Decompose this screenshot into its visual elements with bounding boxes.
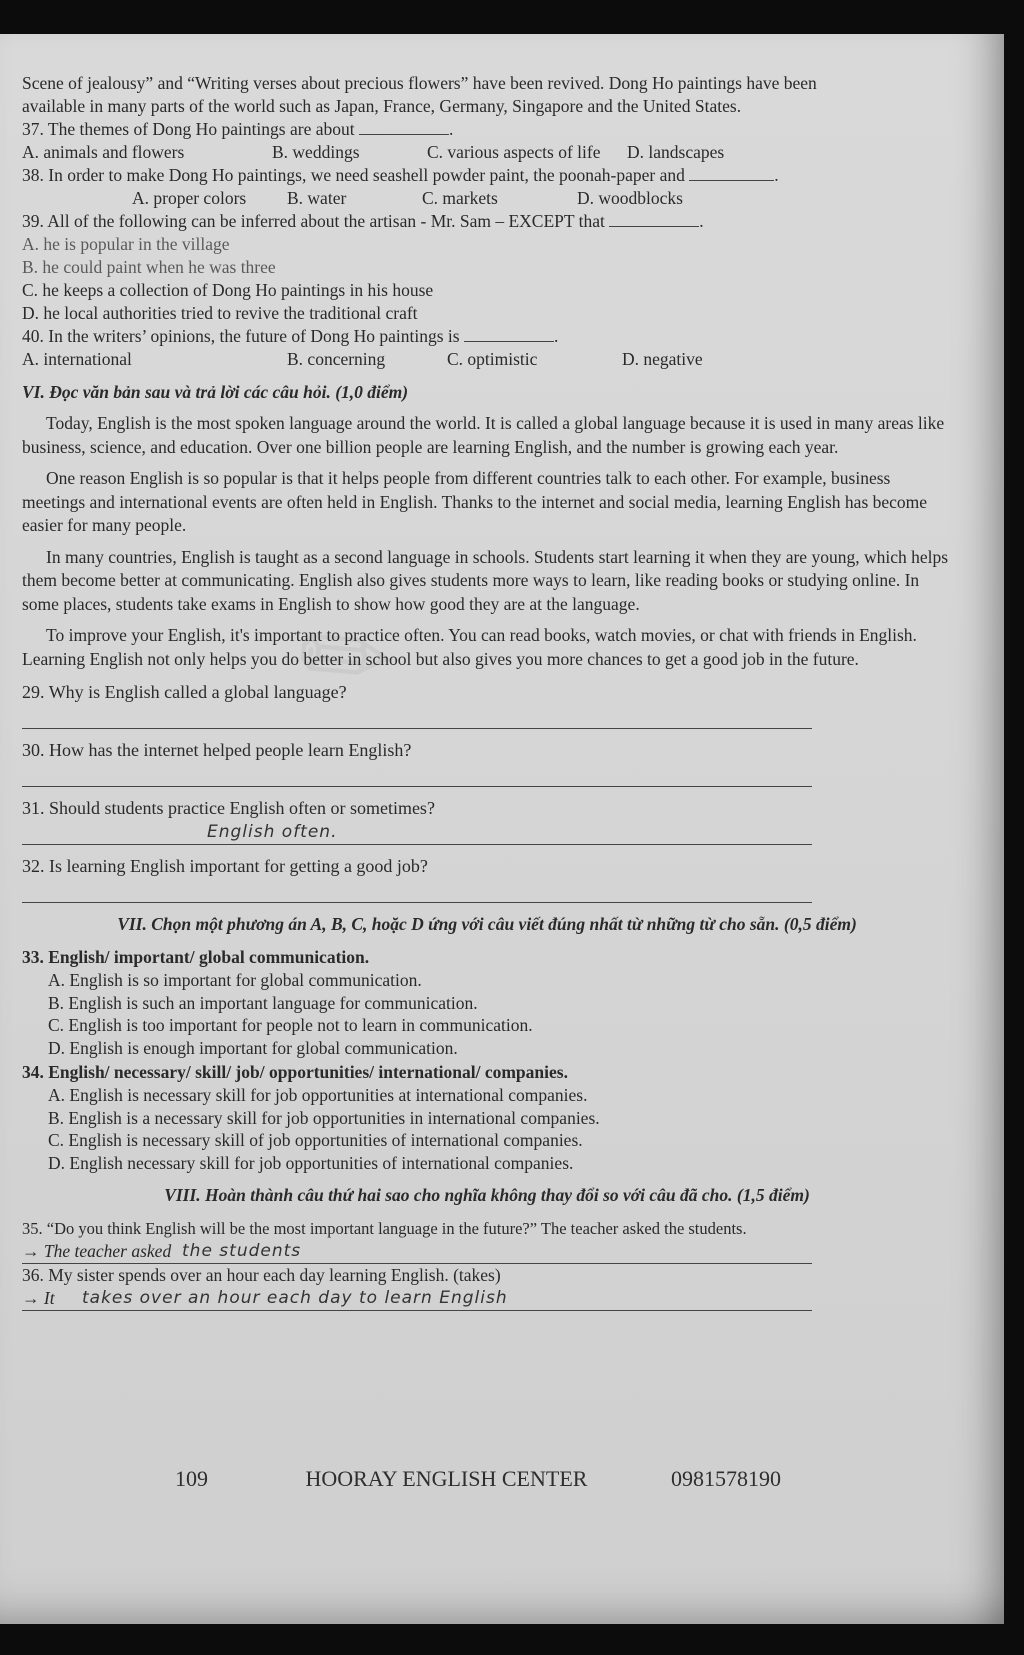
option-c: C. English is necessary skill of job opportunities of international companies. (48, 1130, 583, 1150)
question-number: 30. (22, 740, 45, 760)
handwritten-answer: takes over an hour each day to learn English (82, 1288, 508, 1308)
page-content (22, 72, 952, 1311)
question-end: . (774, 165, 779, 185)
question-34: 34. English/ necessary/ skill/ job/ opportunities/ international/ companies. (22, 1062, 568, 1082)
question-40 (22, 325, 952, 348)
answer-line-32[interactable] (22, 878, 812, 903)
answer-prefix: → The teacher asked (22, 1241, 172, 1261)
answer-line-30[interactable] (22, 762, 812, 787)
phone-number: 0981578190 (671, 1466, 781, 1491)
question-31 (22, 797, 952, 820)
question-end: . (553, 326, 559, 346)
question-33-options (22, 969, 952, 1059)
option-c: C. English is too important for people not to learn in communication. (48, 1015, 533, 1035)
option-a: A. international (22, 349, 132, 369)
question-text: Is learning English important for getting a good job? (49, 856, 428, 876)
answer-blank (689, 164, 774, 181)
option-b: B. concerning (287, 349, 386, 369)
intro-line-1: Scene of jealousy” and “Writing verses about precious flowers” have been revived. Dong Ho paintings have been (22, 73, 817, 93)
page-footer (175, 1466, 875, 1492)
question-37-options (22, 141, 952, 164)
option-d: D. English necessary skill for job opportunities of international companies. (48, 1152, 574, 1173)
question-32 (22, 855, 952, 878)
option-a: A. animals and flowers (22, 142, 185, 162)
question-number: 29. (22, 682, 45, 702)
reading-paragraph-1: Today, English is the most spoken language around the world. It is called a global language because it is used in many areas like business, science, and education. Over one billion people are learning English, and the number is growing each year. (22, 413, 945, 457)
option-c: C. markets (422, 188, 498, 208)
option-d: D. negative (622, 349, 703, 369)
option-a: A. proper colors (132, 188, 247, 208)
reading-paragraph-3: In many countries, English is taught as a second language in schools. Students start learning it when they are young, which helps them become better at communicating. English also gives students more ways to learn, like reading books or studying online. In some places, students take exams in English to show how good they are at the language. (22, 546, 949, 614)
question-37-stem: 37. The themes of Dong Ho paintings are about (22, 119, 355, 139)
question-text: How has the internet helped people learn English? (49, 740, 412, 760)
handwritten-answer: English often. (207, 822, 338, 842)
answer-line-31[interactable] (22, 820, 812, 845)
option-b: B. water (287, 188, 347, 208)
option-b: B. weddings (272, 142, 360, 162)
question-33: 33. English/ important/ global communication. (22, 947, 370, 967)
answer-line-29[interactable] (22, 704, 812, 729)
question-number: 31. (22, 798, 45, 818)
question-35: 35. “Do you think English will be the most important language in the future?” The teacher asked the students. (22, 1219, 747, 1238)
question-30 (22, 739, 952, 762)
question-end: . (448, 119, 454, 139)
answer-blank (609, 210, 699, 227)
option-a: A. English is so important for global communication. (48, 970, 422, 990)
handwritten-answer: the students (182, 1241, 302, 1261)
option-d: D. English is enough important for global communication. (48, 1037, 458, 1058)
question-38-stem: 38. In order to make Dong Ho paintings, we need seashell powder paint, the poonah-paper and (22, 165, 685, 185)
question-40-stem: 40. In the writers’ opinions, the future of Dong Ho paintings is (22, 326, 460, 346)
question-38 (22, 164, 952, 187)
option-d: D. landscapes (627, 142, 725, 162)
question-number: 32. (22, 856, 45, 876)
option-b: B. English is a necessary skill for job opportunities in international companies. (48, 1107, 600, 1128)
watermark: ✎ (269, 579, 423, 737)
option-d: D. he local authorities tried to revive the traditional craft (22, 303, 418, 323)
page-number: 109 (175, 1466, 208, 1491)
center-name: HOORAY ENGLISH CENTER (305, 1466, 588, 1491)
intro-line-2: available in many parts of the world such as Japan, France, Germany, Singapore and the United States. (22, 96, 742, 116)
answer-line-36[interactable] (22, 1287, 812, 1311)
question-39 (22, 210, 952, 233)
question-38-options (22, 187, 952, 210)
option-b: B. English is such an important language for communication. (48, 992, 478, 1013)
question-40-options (22, 348, 952, 371)
answer-prefix: → It (22, 1288, 55, 1308)
option-a: A. he is popular in the village (22, 234, 230, 254)
option-a: A. English is necessary skill for job opportunities at international companies. (48, 1085, 588, 1105)
question-end: . (699, 211, 704, 231)
question-text: Why is English called a global language? (48, 682, 347, 702)
section-7-title: VII. Chọn một phương án A, B, C, hoặc D ứng với câu viết đúng nhất từ những từ cho sẵn. (0,5 điểm) (117, 914, 857, 934)
answer-blank (464, 325, 554, 342)
reading-paragraph-2: One reason English is so popular is that it helps people from different countries talk to each other. For example, business meetings and international events are often held in English. Thanks to the internet and social media, learning English has become easier for many people. (22, 468, 928, 535)
question-39-stem: 39. All of the following can be inferred about the artisan - Mr. Sam – EXCEPT that (22, 211, 605, 231)
option-c: C. optimistic (447, 349, 538, 369)
question-37 (22, 118, 952, 141)
option-c: C. he keeps a collection of Dong Ho paintings in his house (22, 280, 434, 300)
section-6-title: VI. Đọc văn bản sau và trả lời các câu hỏi. (1,0 điểm) (22, 382, 409, 402)
option-b: B. he could paint when he was three (22, 257, 276, 277)
question-36: 36. My sister spends over an hour each day learning English. (takes) (22, 1265, 501, 1285)
reading-paragraph-4: To improve your English, it's important to practice often. You can read books, watch movies, or chat with friends in English. Learning English not only helps you do better in school but also gives you more chances to get a good job in the future. (22, 625, 917, 669)
answer-blank (359, 118, 449, 135)
section-8-title: VIII. Hoàn thành câu thứ hai sao cho nghĩa không thay đổi so với câu đã cho. (1,5 điểm) (164, 1185, 810, 1205)
question-34-options (22, 1084, 952, 1174)
option-d: D. woodblocks (577, 188, 683, 208)
question-29 (22, 681, 952, 704)
answer-line-35[interactable] (22, 1240, 812, 1264)
question-text: Should students practice English often or sometimes? (49, 798, 435, 818)
option-c: C. various aspects of life (427, 142, 601, 162)
worksheet-page (0, 34, 1004, 1624)
